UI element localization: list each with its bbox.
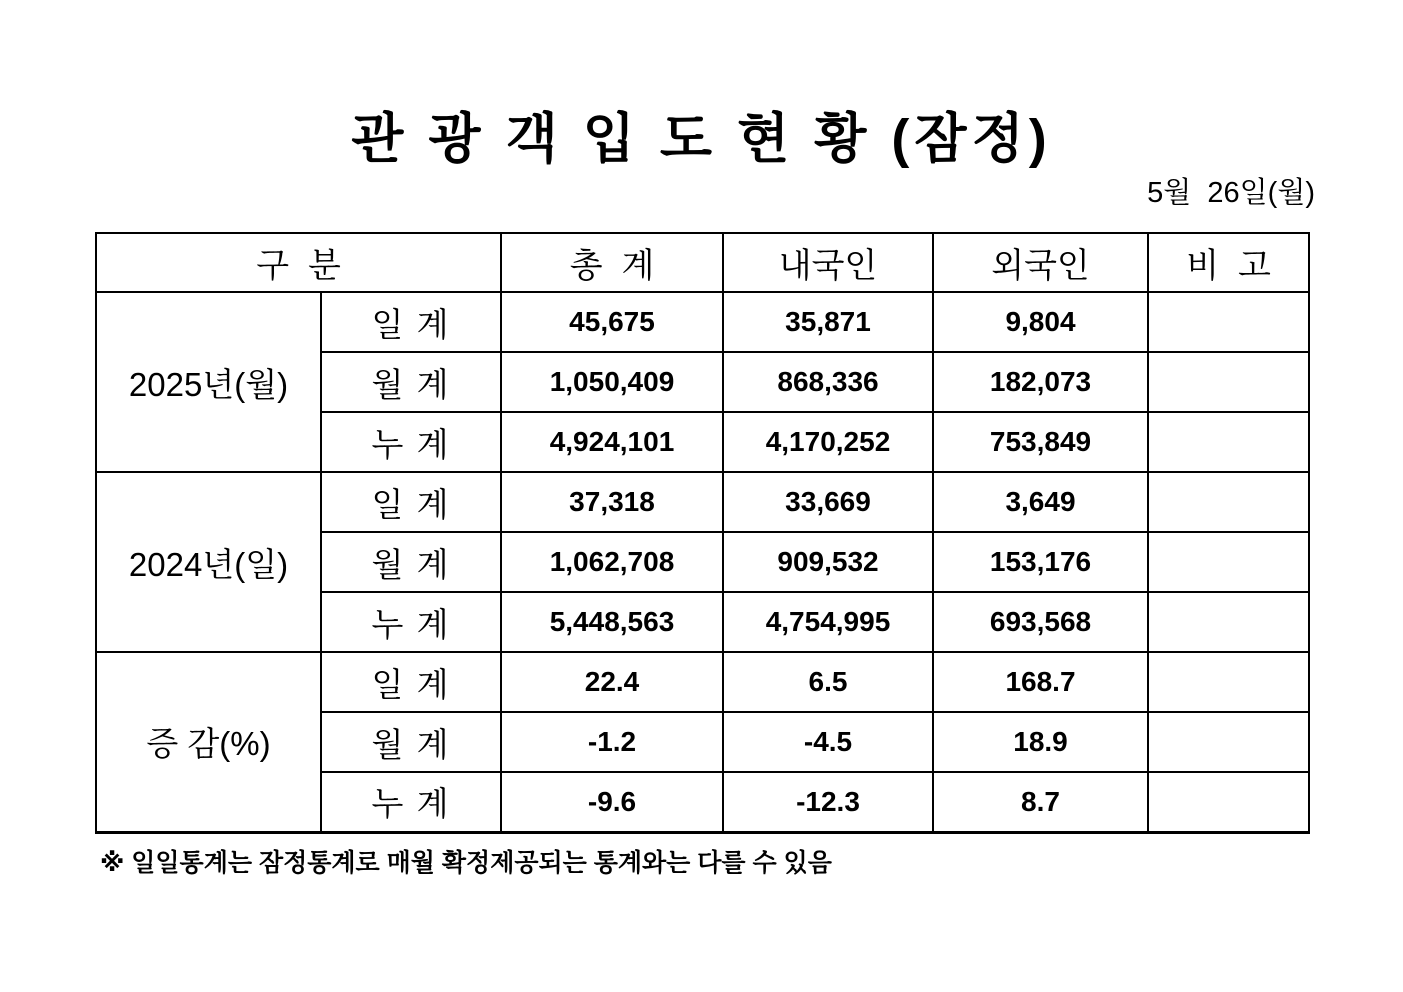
column-header-foreign: 외국인 [933,233,1148,292]
value-cell-foreign: 693,568 [933,592,1148,652]
table-row [96,652,1309,712]
row-type-label: 누 계 [321,412,501,472]
value-cell-domestic: 868,336 [723,352,933,412]
column-header-note: 비 고 [1148,233,1309,292]
value-cell-foreign: 153,176 [933,532,1148,592]
note-cell [1148,772,1309,832]
row-type-label: 월 계 [321,712,501,772]
value-cell-total: 1,050,409 [501,352,723,412]
row-type-label: 일 계 [321,472,501,532]
year-group-label: 증 감(%) [96,652,321,832]
year-group-label: 2025년(월) [96,292,321,472]
note-cell [1148,292,1309,352]
row-type-label: 누 계 [321,592,501,652]
value-cell-domestic: 4,754,995 [723,592,933,652]
column-header-domestic: 내국인 [723,233,933,292]
row-type-label: 일 계 [321,292,501,352]
value-cell-foreign: 753,849 [933,412,1148,472]
page-title: 관 광 객 입 도 현 황 (잠정) [351,109,1052,169]
row-type-label: 누 계 [321,772,501,832]
table-header-row [96,233,1309,292]
value-cell-domestic: 6.5 [723,652,933,712]
value-cell-domestic: -4.5 [723,712,933,772]
note-cell [1148,352,1309,412]
stats-table [95,232,1310,834]
row-type-label: 일 계 [321,652,501,712]
row-type-label: 월 계 [321,532,501,592]
value-cell-domestic: 909,532 [723,532,933,592]
note-cell [1148,472,1309,532]
value-cell-total: 5,448,563 [501,592,723,652]
value-cell-foreign: 18.9 [933,712,1148,772]
footnote: ※ 일일통계는 잠정통계로 매월 확정제공되는 통계와는 다를 수 있음 [100,849,832,877]
row-type-label: 월 계 [321,352,501,412]
note-cell [1148,532,1309,592]
table-row [96,292,1309,352]
value-cell-total: 22.4 [501,652,723,712]
value-cell-foreign: 3,649 [933,472,1148,532]
value-cell-domestic: 33,669 [723,472,933,532]
value-cell-total: 37,318 [501,472,723,532]
note-cell [1148,712,1309,772]
column-header-total: 총 계 [501,233,723,292]
value-cell-total: 1,062,708 [501,532,723,592]
value-cell-foreign: 9,804 [933,292,1148,352]
value-cell-domestic: -12.3 [723,772,933,832]
value-cell-total: -1.2 [501,712,723,772]
value-cell-foreign: 182,073 [933,352,1148,412]
note-cell [1148,412,1309,472]
value-cell-domestic: 35,871 [723,292,933,352]
note-cell [1148,652,1309,712]
note-cell [1148,592,1309,652]
column-header-category: 구 분 [96,233,501,292]
value-cell-domestic: 4,170,252 [723,412,933,472]
value-cell-foreign: 168.7 [933,652,1148,712]
value-cell-total: -9.6 [501,772,723,832]
year-group-label: 2024년(일) [96,472,321,652]
value-cell-total: 4,924,101 [501,412,723,472]
value-cell-total: 45,675 [501,292,723,352]
value-cell-foreign: 8.7 [933,772,1148,832]
report-date: 5월 26일(월) [1147,177,1315,209]
table-row [96,472,1309,532]
